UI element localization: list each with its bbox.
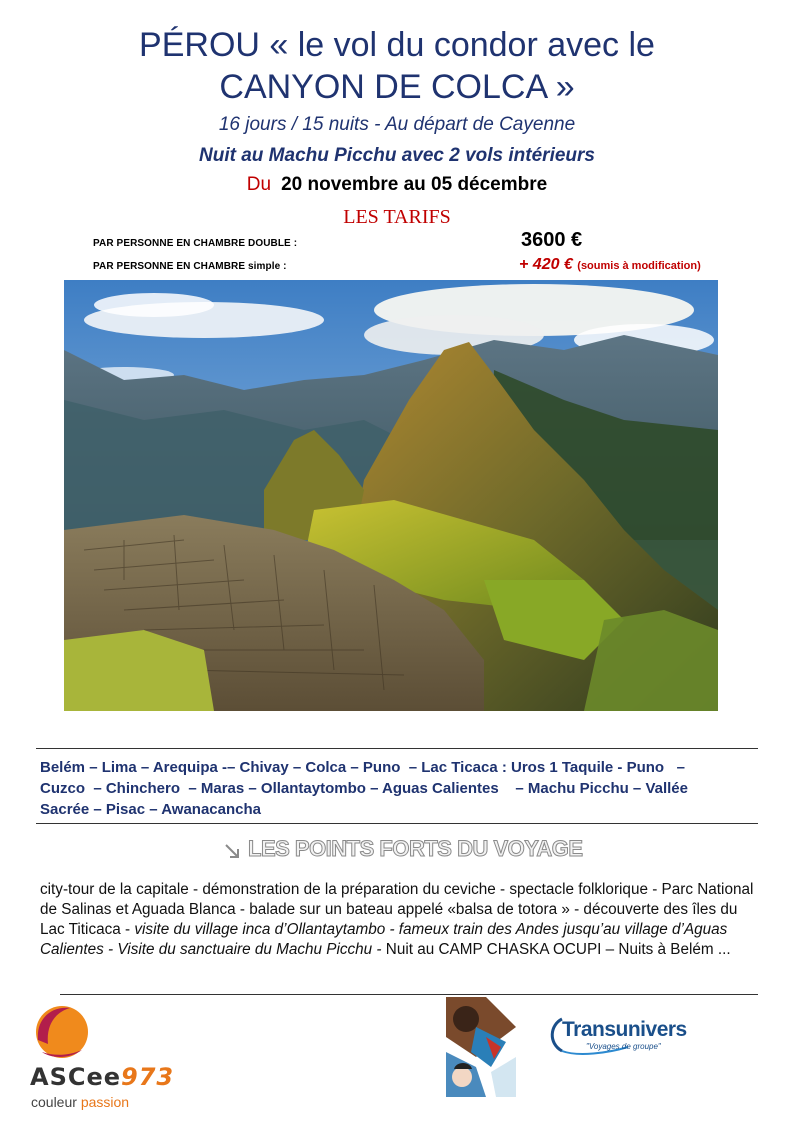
divider-top xyxy=(36,748,758,749)
ascee-number: 973 xyxy=(121,1063,175,1091)
highlights-part-3: Nuit au CAMP CHASKA OCUPI – Nuits à Belém ... xyxy=(385,941,731,958)
dates-text: 20 novembre au 05 décembre xyxy=(281,174,548,195)
double-room-price: 3600 € xyxy=(521,229,583,251)
highlights-text xyxy=(40,880,760,960)
tarifs-title: LES TARIFS xyxy=(343,206,451,228)
ascee-tagline-b: passion xyxy=(80,1094,130,1110)
ascee-tagline-a: couleur xyxy=(31,1094,81,1110)
highlights-part-1: city-tour de la capitale - démonstration de la préparation du ceviche - spectacle folklorique - Parc National de Salinas et Aguada Blanca - balade sur un bateau appelé «balsa de totora » - découverte des îles du Lac Titicaca - xyxy=(40,881,754,938)
arrow-icon xyxy=(222,841,244,863)
single-room-price: + 420 € xyxy=(519,256,573,273)
route-line-1: Belém – Lima – Arequipa -– Chivay – Colca – Puno – Lac Ticaca : Uros 1 Taquile - Puno – xyxy=(40,759,685,776)
ascee-wordmark xyxy=(30,1063,174,1091)
single-room-supplement xyxy=(519,256,701,274)
divider-middle xyxy=(36,823,758,824)
ascee-tagline xyxy=(31,1094,129,1110)
machu-picchu-illustration xyxy=(64,280,718,711)
transunivers-tagline: "Voyages de groupe" xyxy=(586,1042,661,1051)
machu-picchu-photo xyxy=(64,280,718,711)
travel-collage-image xyxy=(446,997,516,1097)
subtitle-text: Nuit au Machu Picchu avec 2 vols intérieurs xyxy=(199,145,595,166)
route-line-3: Sacrée – Pisac – Awanacancha xyxy=(40,801,261,818)
highlights-part-2: visite du village inca d’Ollantaytambo - fameux train des Andes jusqu’au village d’Aguas Calientes - Visite du sanctuaire du Machu Picchu - xyxy=(40,921,728,958)
divider-bottom xyxy=(60,994,758,995)
title-line-2: CANYON DE COLCA » xyxy=(219,68,575,106)
points-forts-title: LES POINTS FORTS DU VOYAGE xyxy=(248,836,583,861)
dates-prefix: Du xyxy=(246,174,272,195)
double-room-label: PAR PERSONNE EN CHAMBRE DOUBLE : xyxy=(93,238,298,249)
single-room-label: PAR PERSONNE EN CHAMBRE simple : xyxy=(93,261,287,272)
ascee-sun-icon xyxy=(28,1000,178,1070)
dates-line xyxy=(0,174,794,196)
title-line-1: PÉROU « le vol du condor avec le xyxy=(139,26,655,64)
duration-text: 16 jours / 15 nuits - Au départ de Cayenne xyxy=(218,114,576,135)
route-list xyxy=(40,757,760,820)
route-line-2: Cuzco – Chinchero – Maras – Ollantaytombo – Aguas Calientes – Machu Picchu – Vallée xyxy=(40,780,688,797)
ascee-name: ASCee xyxy=(30,1063,122,1091)
single-room-note: (soumis à modification) xyxy=(577,260,701,272)
transunivers-name: Transunivers xyxy=(562,1018,687,1041)
